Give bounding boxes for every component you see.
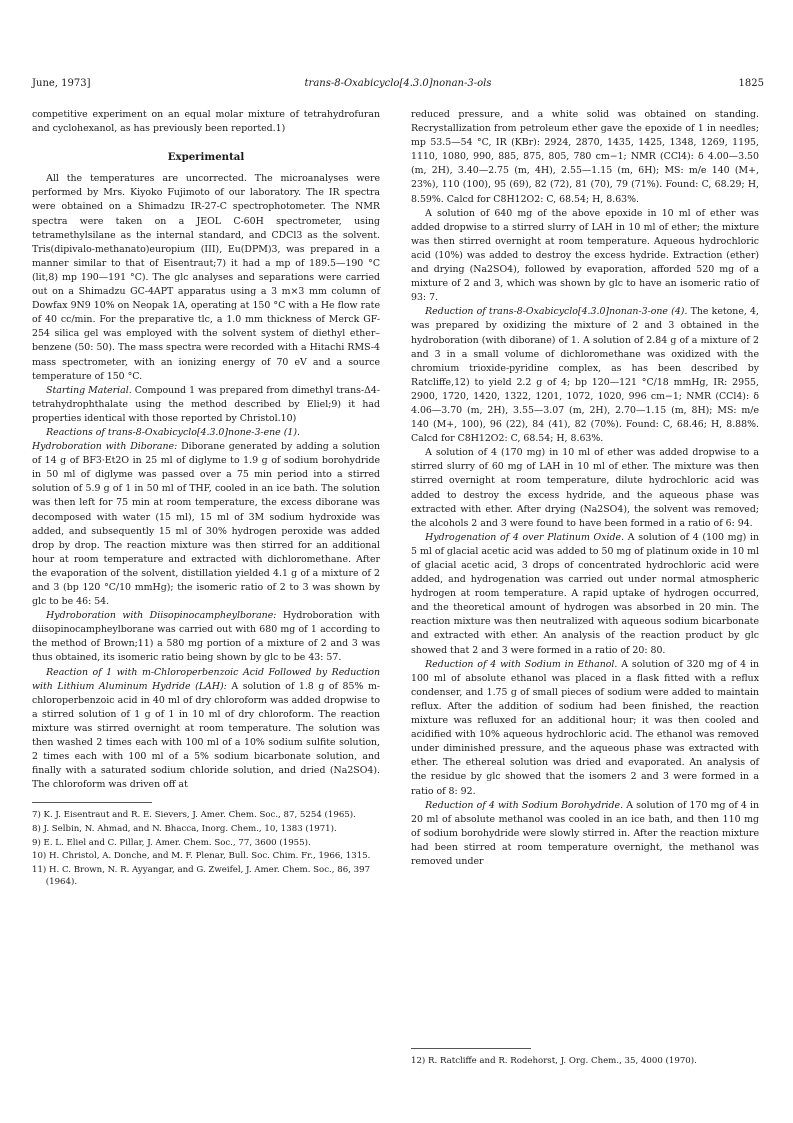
diisopinocampheylborane-heading: Hydroboration with Diisopinocampheylborane: bbox=[46, 610, 277, 622]
footnote-divider bbox=[32, 802, 152, 803]
left-column bbox=[32, 108, 380, 890]
footnote-7: 7) K. J. Eisentraut and R. E. Sievers, J. Amer. Chem. Soc., 87, 5254 (1965). bbox=[32, 810, 356, 821]
page-number: 1825 bbox=[738, 78, 764, 89]
hydrogenation-text: A solution of 4 (100 mg) in 5 ml of glacial acetic acid was added to 50 mg of platinum oxide in 10 ml of glacial acetic acid, 3 drops of concentrated hydrochloric acid were added, and hydrogenation was carried out under normal atmospheric hydrogen at room temperature. A rapid uptake of hydrogen occurred, and the theoretical amount of hydrogen was absorbed in 20 min. The reaction mixture was then neutralized with aqueous sodium bicarbonate and extracted with ether. An analysis of the reaction product by glc showed that 2 and 3 were formed in a ratio of 20: 80. bbox=[411, 531, 759, 656]
starting-material-heading: Starting Material. bbox=[46, 384, 132, 396]
diisopinocampheylborane-text: Hydroboration with diisopinocampheylborane was carried out with 680 mg of 1 according to the method of Brown;11) a 580 mg portion of a mixture of 2 and 3 was thus obtained, its isomeric ratio being shown by glc to be 43: 57. bbox=[32, 610, 380, 664]
section-title: Experimental bbox=[167, 151, 245, 164]
intro-paragraph: competitive experiment on an equal molar mixture of tetrahydrofuran and cyclohexanol, as has previously been reported.1) bbox=[32, 109, 380, 135]
right-column bbox=[411, 108, 759, 869]
hydrogenation-paragraph bbox=[411, 531, 759, 658]
perbenzoic-acid-text: A solution of 1.8 g of 85% m-chloroperbenzoic acid in 40 ml of dry chloroform was added dropwise to a stirred solution of 1 g of 1 in 10 ml of dry chloroform. The reaction mixture was stirred overnight at room temperature. The solution was then washed 2 times each with 100 ml of a 10% sodium sulfite solution, 2 times each with 100 ml of a 5% sodium bicarbonate solution, and finally with a saturated sodium chloride solution, and dried (Na2SO4). The chloroform was driven off at bbox=[32, 680, 380, 791]
borohydride-text: A solution of 170 mg of 4 in 20 ml of absolute methanol was cooled in an ice bath, and then 110 mg of sodium borohydride were slowly stirred in. After the reaction mixture had been stirred at room temperature overnight, the methanol was removed under bbox=[411, 799, 760, 867]
ketone-reduction-text: The ketone, 4, was prepared by oxidizing the mixture of 2 and 3 obtained in the hydroboration (with diborane) of 1. A solution of 2.84 g of a mixture of 2 and 3 in a small volume of dichloromethane was oxidized with the chromium trioxide-pyridine complex, as has been described by Ratcliffe,12) to yield 2.2 g of 4; bp 120—121 °C/18 mmHg, IR: 2955, 2900, 1720, 1420, 1322, 1201, 1072, 1020, 996 cm−1; NMR (CCl4): δ 4.06—3.70 (m, 2H), 3.55—3.07 (m, 2H), 2.70—1.15 (m, 8H); MS: m/e 140 (M+, 100), 96 (22), 84 (41), 82 (70%). Found: C, 68.46; H, 8.88%. Calcd for C8H12O2: C, 68.54; H, 8.63%. bbox=[411, 306, 759, 445]
hydrogenation-heading: Hydrogenation of 4 over Platinum Oxide. bbox=[425, 531, 625, 543]
footnote-11: 11) H. C. Brown, N. R. Ayyangar, and G. Zweifel, J. Amer. Chem. Soc., 86, 397 (1964). bbox=[32, 864, 371, 888]
diborane-heading: Hydroboration with Diborane: bbox=[32, 441, 178, 453]
footnote-10: 10) H. Christol, A. Donche, and M. F. Plenar, Bull. Soc. Chim. Fr., 1966, 1315. bbox=[32, 851, 371, 862]
ketone-reduction-heading: Reduction of trans-8-Oxabicyclo[4.3.0]nonan-3-one (4). bbox=[425, 306, 688, 318]
reactions-subheading: Reactions of trans-8-Oxabicyclo[4.3.0]none-3-ene (1). bbox=[46, 426, 300, 438]
starting-material-paragraph bbox=[32, 384, 380, 426]
footnote-divider-right bbox=[411, 1048, 531, 1049]
lah-epoxide-paragraph: A solution of 640 mg of the above epoxide in 10 ml of ether was added dropwise to a stirred slurry of LAH in 10 ml of ether; the mixture was then stirred overnight at room temperature. Aqueous hydrochloric acid (10%) was added to destroy the excess hydride. Extraction (ether) and drying (Na2SO4), followed by evaporation, afforded 520 mg of a mixture of 2 and 3, which was shown by glc to have an isomeric ratio of 93: 7. bbox=[411, 207, 759, 304]
epoxide-paragraph: reduced pressure, and a white solid was obtained on standing. Recrystallization from petroleum ether gave the epoxide of 1 in needles; mp 53.5—54 °C, IR (KBr): 2924, 2870, 1435, 1425, 1348, 1269, 1195, 1110, 1080, 990, 885, 875, 805, 780 cm−1; NMR (CCl4): δ 4.00—3.50 (m, 2H), 3.40—2.75 (m, 4H), 2.55—1.15 (m, 6H); MS: m/e 140 (M+, 23%), 110 (100), 95 (69), 82 (72), 81 (70), 79 (71%). Found: C, 68.29; H, 8.59%. Calcd for C8H12O2: C, 68.54; H, 8.63%. bbox=[411, 109, 759, 205]
page-header bbox=[32, 77, 764, 91]
sodium-ethanol-text: A solution of 320 mg of 4 in 100 ml of absolute ethanol was placed in a flask fitted with a reflux condenser, and 1.75 g of small pieces of sodium were added to maintain reflux. After the addition of sodium had been finished, the reaction mixture was refluxed for an additional hour; it was then cooled and acidified with 10% aqueous hydrochloric acid. The ethanol was removed under diminished pressure, and the aqueous phase was extracted with ether. The ethereal solution was dried and evaporated. An analysis of the residue by glc showed that the isomers 2 and 3 were formed in a ratio of 8: 92. bbox=[411, 658, 759, 797]
perbenzoic-acid-heading: Reaction of 1 with m-Chloroperbenzoic Acid Followed by Reduction with Lithium Aluminum Hydride (LAH): bbox=[32, 666, 380, 692]
issue-date: June, 1973] bbox=[32, 78, 91, 89]
borohydride-heading: Reduction of 4 with Sodium Borohydride. bbox=[425, 799, 624, 811]
borohydride-paragraph bbox=[411, 799, 759, 869]
ketone-reduction-paragraph bbox=[411, 305, 759, 446]
footnote-9: 9) E. L. Eliel and C. Pillar, J. Amer. Chem. Soc., 77, 3600 (1955). bbox=[32, 837, 311, 848]
diisopinocampheylborane-paragraph bbox=[32, 609, 380, 665]
footnotes-left bbox=[32, 809, 380, 889]
running-title: trans-8-Oxabicyclo[4.3.0]nonan-3-ols bbox=[304, 78, 492, 89]
footnote-8: 8) J. Selbin, N. Ahmad, and N. Bhacca, Inorg. Chem., 10, 1383 (1971). bbox=[32, 824, 337, 834]
footnotes-right bbox=[411, 1048, 759, 1069]
starting-material-text: Compound 1 was prepared from dimethyl trans-Δ4-tetrahydrophthalate using the method described by Eliel;9) it had properties identical with those reported by Christol.10) bbox=[32, 384, 380, 424]
perbenzoic-acid-paragraph bbox=[32, 666, 380, 793]
sodium-ethanol-heading: Reduction of 4 with Sodium in Ethanol. bbox=[425, 658, 618, 670]
footnote-12: 12) R. Ratcliffe and R. Rodehorst, J. Org. Chem., 35, 4000 (1970). bbox=[411, 1056, 697, 1066]
sodium-ethanol-paragraph bbox=[411, 658, 759, 799]
diborane-text: Diborane generated by adding a solution of 14 g of BF3·Et2O in 25 ml of diglyme to 1.9 g of sodium borohydride in 50 ml of diglyme was passed over a 75 min period into a stirred solution of 5.9 g of 1 in 50 ml of THF, cooled in an ice bath. The solution was then left for 75 min at room temperature, the excess diborane was decomposed with water (15 ml), 15 ml of 3M sodium hydroxide was added, and subsequently 15 ml of 30% hydrogen peroxide was added drop by drop. The reaction mixture was then stirred for an additional hour at room temperature and extracted with dichloromethane. After the evaporation of the solvent, distillation yielded 4.1 g of a mixture of 2 and 3 (bp 120 °C/10 mmHg); the isomeric ratio of 2 to 3 was shown by glc to be 46: 54. bbox=[32, 441, 380, 608]
general-methods-paragraph: All the temperatures are uncorrected. The microanalyses were performed by Mrs. Kiyoko Fujimoto of our laboratory. The IR spectra were obtained on a Shimadzu IR-27-C spectrophotometer. The NMR spectra were taken on a JEOL C-60H spectrometer, using tetramethylsilane as the internal standard, and CDCl3 as the solvent. Tris(dipivalo-methanato)europium (III), Eu(DPM)3, was prepared in a manner similar to that of Eisentraut;7) it had a mp of 189.5—190 °C (lit,8) mp 190—191 °C). The glc analyses and separations were carried out on a Shimadzu GC-4APT apparatus using a 3 m×3 mm column of Dowfax 9N9 10% on Neopak 1A, operating at 150 °C with a He flow rate of 40 cc/min. For the preparative tlc, a 1.0 mm thickness of Merck GF-254 silica gel was employed with the solvent system of diethyl ether–benzene (50: 50). The mass spectra were recorded with a Hitachi RMS-4 mass spectrometer, with an ionizing energy of 70 eV and a source temperature of 150 °C. bbox=[32, 173, 380, 382]
lah-ketone-paragraph: A solution of 4 (170 mg) in 10 ml of ether was added dropwise to a stirred slurry of 60 mg of LAH in 10 ml of ether. The mixture was then stirred overnight at room temperature, dilute hydrochloric acid was added to destroy the excess hydride, and the aqueous phase was extracted with ether. After drying (Na2SO4), the solvent was removed; the alcohols 2 and 3 were found to have been formed in a ratio of 6: 94. bbox=[411, 447, 759, 529]
diborane-paragraph bbox=[32, 440, 380, 609]
